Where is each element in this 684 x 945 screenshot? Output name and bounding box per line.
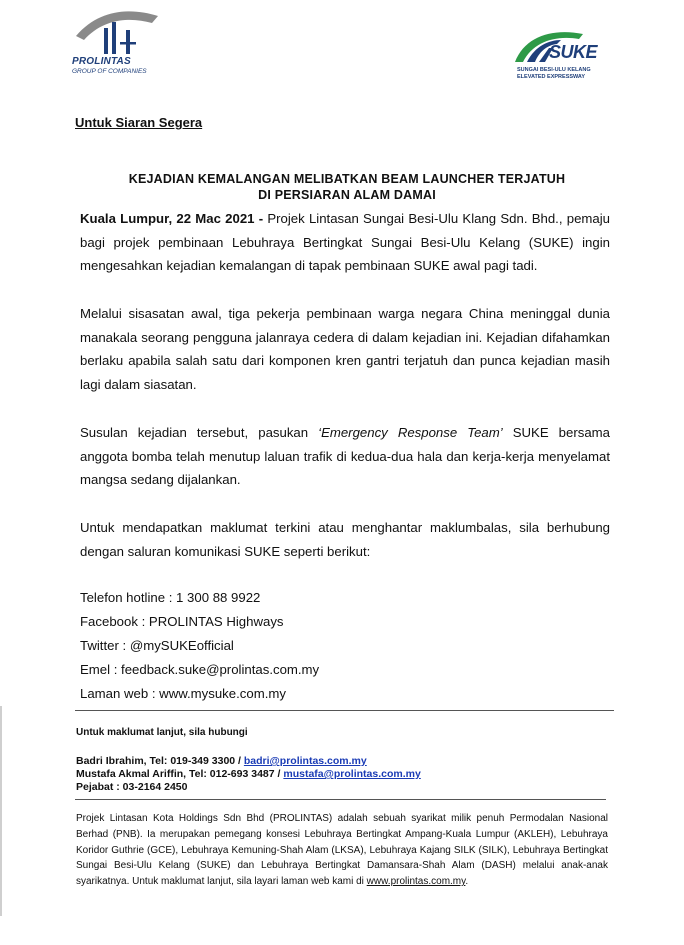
enquiry-contact-1-text: Badri Ibrahim, Tel: 019-349 3300 / (76, 755, 244, 767)
prolintas-logo (70, 6, 170, 78)
body-paragraph-3 (80, 421, 610, 492)
body-paragraph-4: Untuk mendapatkan maklumat terkini atau menghantar maklumbalas, sila berhubung dengan saluran komunikasi SUKE seperti berikut: (80, 520, 610, 559)
company-boilerplate (76, 811, 608, 890)
emergency-team-name: ‘Emergency Response Team’ (318, 425, 503, 440)
divider-top (75, 710, 614, 711)
body-paragraph-2: Melalui sisasatan awal, tiga pekerja pembinaan warga negara China meninggal dunia manakala seorang pengguna jalanraya cedera di dalam kejadian ini. Kejadian difahamkan berlaku apabila salah satu dari komponen kren gantri terjatuh dan punca kejadian masih lagi dalam siasatan. (80, 306, 610, 392)
company-boilerplate-end: . (465, 876, 469, 888)
enquiries-title: Untuk maklumat lanjut, sila hubungi (76, 727, 248, 738)
contact-facebook: Facebook : PROLINTAS Highways (80, 614, 284, 629)
prolintas-website-link[interactable]: www.prolintas.com.my (366, 876, 466, 888)
contact-email: Emel : feedback.suke@prolintas.com.my (80, 662, 320, 677)
enquiry-contact-2 (76, 768, 421, 780)
suke-logo-subtitle-line2: ELEVATED EXPRESSWAY (517, 74, 586, 80)
page-edge-mark (0, 706, 2, 916)
headline-line1: KEJADIAN KEMALANGAN MELIBATKAN BEAM LAUNCHER TERJATUH (128, 172, 566, 186)
prolintas-logo-subtitle: GROUP OF COMPANIES (72, 68, 147, 75)
suke-logo-subtitle (517, 67, 591, 81)
body-paragraph-3-after: SUKE bersama anggota bomba telah menutup laluan trafik di kedua-dua hala dan kerja-kerja menyelamat mangsa sedang dijalankan. (80, 425, 610, 487)
suke-logo (513, 26, 617, 86)
enquiry-office-phone: Pejabat : 03-2164 2450 (76, 781, 188, 793)
body-paragraph-1 (80, 207, 610, 278)
release-label: Untuk Siaran Segera (75, 115, 203, 130)
divider-bottom (75, 799, 606, 800)
enquiry-contact-1-email-link[interactable]: badri@prolintas.com.my (243, 755, 367, 767)
company-boilerplate-text: Projek Lintasan Kota Holdings Sdn Bhd (PROLINTAS) adalah sebuah syarikat milik penuh Permodalan Nasional Berhad (PNB). Ia merupakan pemegang konsesi Lebuhraya Bertingkat Ampang-Kuala Lumpur (AKLEH), Lebuhraya Koridor Guthrie (GCE), Lebuhraya Kemuning-Shah Alam (LKSA), Lebuhraya Kajang SILK (SILK), Lebuhraya Bertingkat Sungai Besi-Ulu Kelang (SUKE) dan Lebuhraya Bertingkat Damansara-Shah Alam (DASH) melalui anak-anak syarikatnya. Untuk maklumat lanjut, sila layari laman web kami di (76, 813, 608, 888)
prolintas-emblem-icon (70, 6, 170, 56)
contact-website: Laman web : www.mysuke.com.my (80, 686, 286, 701)
enquiry-contact-1 (76, 755, 367, 767)
contact-twitter: Twitter : @mySUKEofficial (80, 638, 234, 653)
headline-line2: DI PERSIARAN ALAM DAMAI (258, 188, 436, 202)
dateline: Kuala Lumpur, 22 Mac 2021 - (80, 211, 264, 226)
body-paragraph-3-before: Susulan kejadian tersebut, pasukan (80, 425, 319, 440)
body-paragraph-1-text: Projek Lintasan Sungai Besi-Ulu Klang Sdn. Bhd., pemaju bagi projek pembinaan Lebuhraya Bertingkat Sungai Besi-Ulu Kelang (SUKE) ingin mengesahkan kejadian kemalangan di tapak pembinaan SUKE awal pagi tadi. (80, 211, 610, 273)
enquiry-contact-2-text: Mustafa Akmal Ariffin, Tel: 012-693 3487 / (76, 768, 284, 780)
prolintas-logo-name: PROLINTAS (72, 56, 131, 67)
enquiry-contact-2-email-link[interactable]: mustafa@prolintas.com.my (283, 768, 421, 780)
suke-logo-subtitle-line1: SUNGAI BESI-ULU KELANG (517, 67, 591, 73)
contact-hotline: Telefon hotline : 1 300 88 9922 (80, 590, 261, 605)
suke-logo-name: SUKE (549, 42, 598, 62)
